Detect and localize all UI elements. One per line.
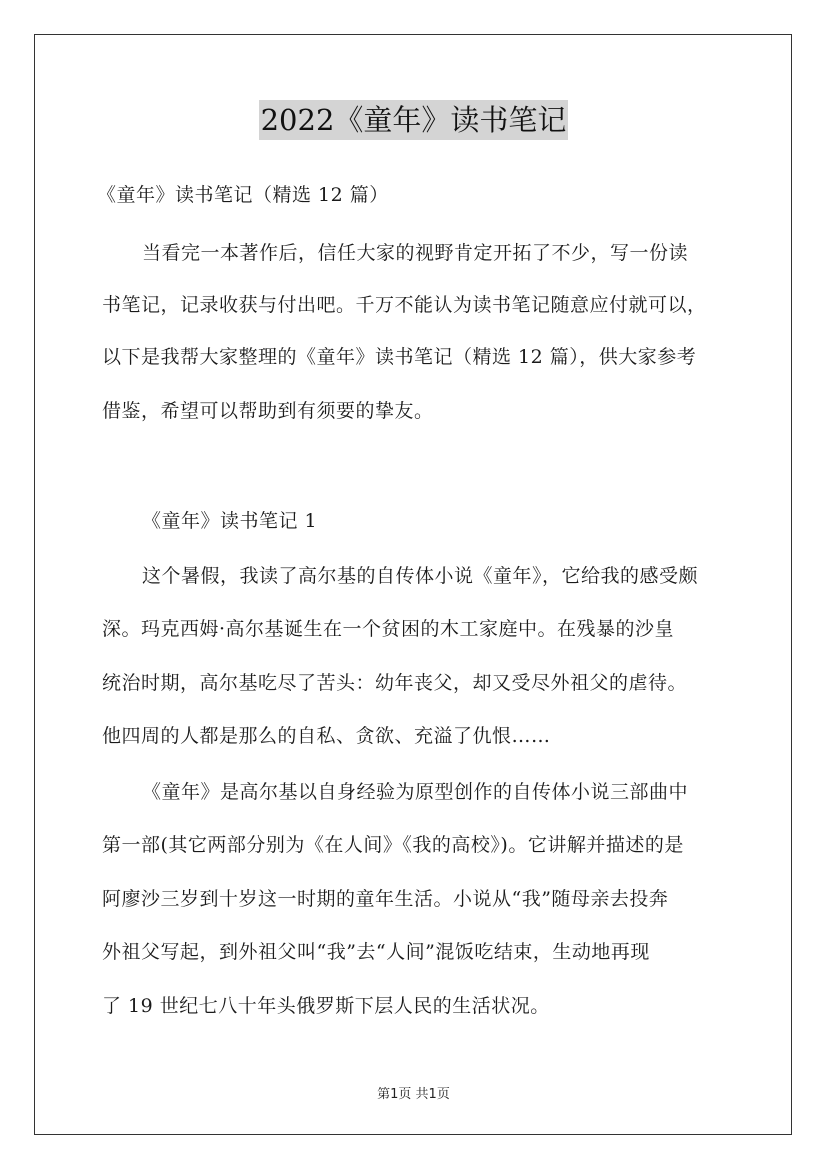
intro-line: 以下是我帮大家整理的《童年》读书笔记（精选 12 篇），供大家参考	[102, 346, 697, 368]
intro-line: 书笔记，记录收获与付出吧。千万不能认为读书笔记随意应付就可以，	[102, 294, 707, 316]
paragraph2-line: 阿廖沙三岁到十岁这一时期的童年生活。小说从“我”随母亲去投奔	[102, 888, 669, 910]
paragraph1-line: 深。玛克西姆·高尔基诞生在一个贫困的木工家庭中。在残暴的沙皇	[102, 618, 675, 640]
intro-line: 借鉴，希望可以帮助到有须要的挚友。	[102, 400, 434, 422]
document-title: 2022《童年》读书笔记	[259, 100, 569, 140]
paragraph2-line: 外祖父写起，到外祖父叫“我”去“人间”混饭吃结束，生动地再现	[102, 941, 650, 963]
page-footer: 第1页 共1页	[377, 1087, 450, 1102]
section-heading: 《童年》读书笔记 1	[142, 510, 318, 532]
paragraph2-line: 《童年》是高尔基以自身经验为原型创作的自传体小说三部曲中	[142, 781, 689, 803]
paragraph1-line: 统治时期，高尔基吃尽了苦头：幼年丧父，却又受尽外祖父的虐待。	[102, 672, 688, 694]
intro-line: 当看完一本著作后，信任大家的视野肯定开拓了不少，写一份读	[142, 242, 689, 264]
document-subtitle: 《童年》读书笔记（精选 12 篇）	[97, 184, 389, 206]
paragraph2-line: 了 19 世纪七八十年头俄罗斯下层人民的生活状况。	[102, 995, 550, 1017]
title-container	[0, 100, 827, 140]
paragraph1-line: 他四周的人都是那么的自私、贪欲、充溢了仇恨……	[102, 725, 551, 747]
paragraph1-line: 这个暑假，我读了高尔基的自传体小说《童年》，它给我的感受颇	[142, 565, 699, 587]
paragraph2-line: 第一部(其它两部分别为《在人间》《我的高校》)。它讲解并描述的是	[102, 834, 684, 856]
